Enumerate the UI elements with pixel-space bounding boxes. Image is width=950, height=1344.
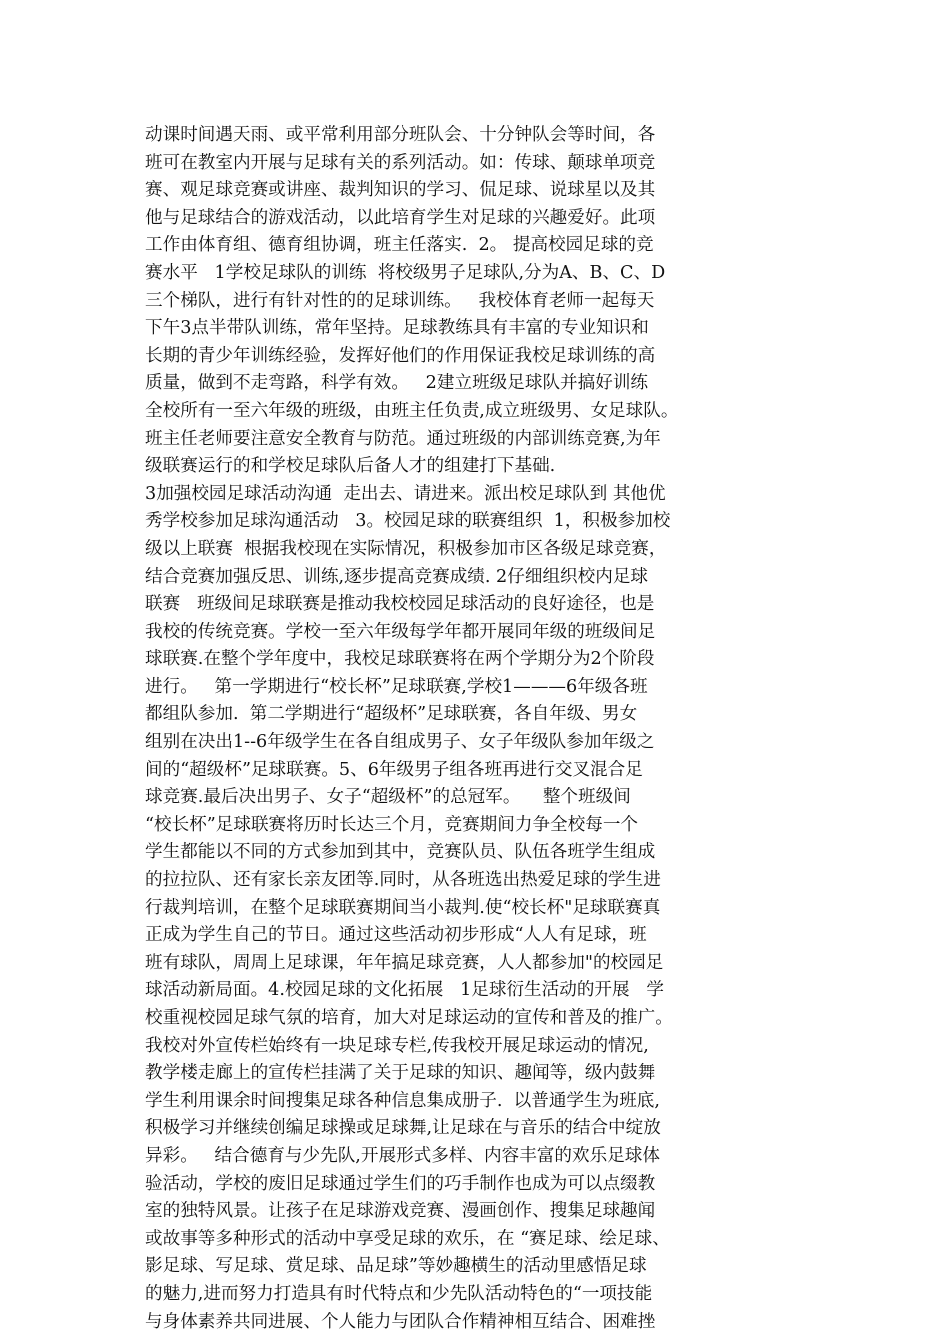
- text-line: 间的“超级杯”足球联赛。5、6年级男子组各班再进行交叉混合足: [145, 759, 643, 780]
- text-line: 球竞赛.最后决出男子、女子“超级杯”的总冠军。 整个班级间: [145, 787, 631, 808]
- text-line: 都组队参加. 第二学期进行“超级杯”足球联赛，各自年级、男女: [145, 704, 638, 725]
- text-line: 与身体素养共同进展、个人能力与团队合作精神相互结合、困难挫: [145, 1311, 656, 1332]
- text-line: 室的独特风景。让孩子在足球游戏竞赛、漫画创作、搜集足球趣闻: [145, 1201, 656, 1222]
- text-line: 赛水平 1学校足球队的训练 将校级男子足球队,分为A、B、C、D: [145, 262, 666, 283]
- body-text: [145, 122, 825, 1336]
- text-line: 三个梯队，进行有针对性的的足球训练。 我校体育老师一起每天: [145, 290, 655, 311]
- text-line: 秀学校参加足球沟通活动 3。校园足球的联赛组织 1，积极参加校: [145, 511, 671, 532]
- text-line: 他与足球结合的游戏活动，以此培育学生对足球的兴趣爱好。此项: [145, 207, 656, 228]
- text-line: 质量，做到不走弯路，科学有效。 2建立班级足球队并搞好训练: [145, 373, 649, 394]
- text-line: 班主任老师要注意安全教育与防范。通过班级的内部训练竞赛,为年: [145, 428, 661, 449]
- text-line: 学生都能以不同的方式参加到其中，竞赛队员、队伍各班学生组成: [145, 842, 656, 863]
- text-line: 正成为学生自己的节日。通过这些活动初步形成“人人有足球，班: [145, 925, 647, 946]
- text-line: 球活动新局面。4.校园足球的文化拓展 1足球衍生活动的开展 学: [145, 980, 664, 1001]
- text-line: 的拉拉队、还有家长亲友团等.同时，从各班选出热爱足球的学生进: [145, 870, 661, 891]
- text-line: 级联赛运行的和学校足球队后备人才的组建打下基础.: [145, 456, 556, 477]
- text-line: 积极学习并继续创编足球操或足球舞,让足球在与音乐的结合中绽放: [145, 1118, 661, 1139]
- text-line: 级以上联赛 根据我校现在实际情况，积极参加市区各级足球竞赛，: [145, 538, 667, 559]
- text-line: 结合竞赛加强反思、训练,逐步提高竞赛成绩. 2仔细组织校内足球: [145, 566, 649, 587]
- text-line: 组别在决出1--6年级学生在各自组成男子、女子年级队参加年级之: [145, 732, 655, 753]
- text-line: 下午3点半带队训练，常年坚持。足球教练具有丰富的专业知识和: [145, 318, 649, 339]
- text-line: “校长杯”足球联赛将历时长达三个月，竞赛期间力争全校每一个: [145, 814, 639, 835]
- text-line: 赛、观足球竞赛或讲座、裁判知识的学习、侃足球、说球星以及其: [145, 180, 656, 201]
- text-line: 长期的青少年训练经验，发挥好他们的作用保证我校足球训练的高: [145, 345, 656, 366]
- text-line: 进行。 第一学期进行“校长杯”足球联赛,学校1———6年级各班: [145, 676, 648, 697]
- text-line: 的魅力,进而努力打造具有时代特点和少先队活动特色的“一项技能: [145, 1283, 653, 1304]
- text-line: 工作由体育组、德育组协调，班主任落实. 2。 提高校园足球的竞: [145, 235, 654, 256]
- text-line: 我校的传统竞赛。学校一至六年级每学年都开展同年级的班级间足: [145, 621, 656, 642]
- text-line: 教学楼走廊上的宣传栏挂满了关于足球的知识、趣闻等，级内鼓舞: [145, 1063, 656, 1084]
- text-line: 或故事等多种形式的活动中享受足球的欢乐，在 “赛足球、绘足球、: [145, 1228, 670, 1249]
- text-line: 班可在教室内开展与足球有关的系列活动。如：传球、颠球单项竞: [145, 152, 656, 173]
- text-line: 联赛 班级间足球联赛是推动我校校园足球活动的良好途径，也是: [145, 594, 655, 615]
- text-line: 全校所有一至六年级的班级，由班主任负责,成立班级男、女足球队。: [145, 400, 679, 421]
- text-line: 验活动，学校的废旧足球通过学生们的巧手制作也成为可以点缀教: [145, 1173, 656, 1194]
- text-line: 学生利用课余时间搜集足球各种信息集成册子. 以普通学生为班底,: [145, 1090, 660, 1111]
- text-line: 动课时间遇天雨、或平常利用部分班队会、十分钟队会等时间，各: [145, 125, 656, 145]
- text-line: 校重视校园足球气氛的培育，加大对足球运动的宣传和普及的推广。: [145, 1008, 673, 1028]
- text-line: 异彩。 结合德育与少先队,开展形式多样、内容丰富的欢乐足球体: [145, 1145, 660, 1166]
- text-line: 3加强校园足球活动沟通 走出去、请进来。派出校足球队到 其他优: [145, 483, 666, 504]
- text-line: 行裁判培训，在整个足球联赛期间当小裁判.使“校长杯"足球联赛真: [145, 897, 661, 918]
- text-line: 班有球队，周周上足球课，年年搞足球竞赛，人人都参加"的校园足: [145, 952, 664, 973]
- text-line: 影足球、写足球、赏足球、品足球”等妙趣横生的活动里感悟足球: [145, 1256, 647, 1277]
- text-line: 我校对外宣传栏始终有一块足球专栏,传我校开展足球运动的情况,: [145, 1035, 649, 1056]
- text-line: 球联赛.在整个学年度中，我校足球联赛将在两个学期分为2个阶段: [145, 649, 655, 670]
